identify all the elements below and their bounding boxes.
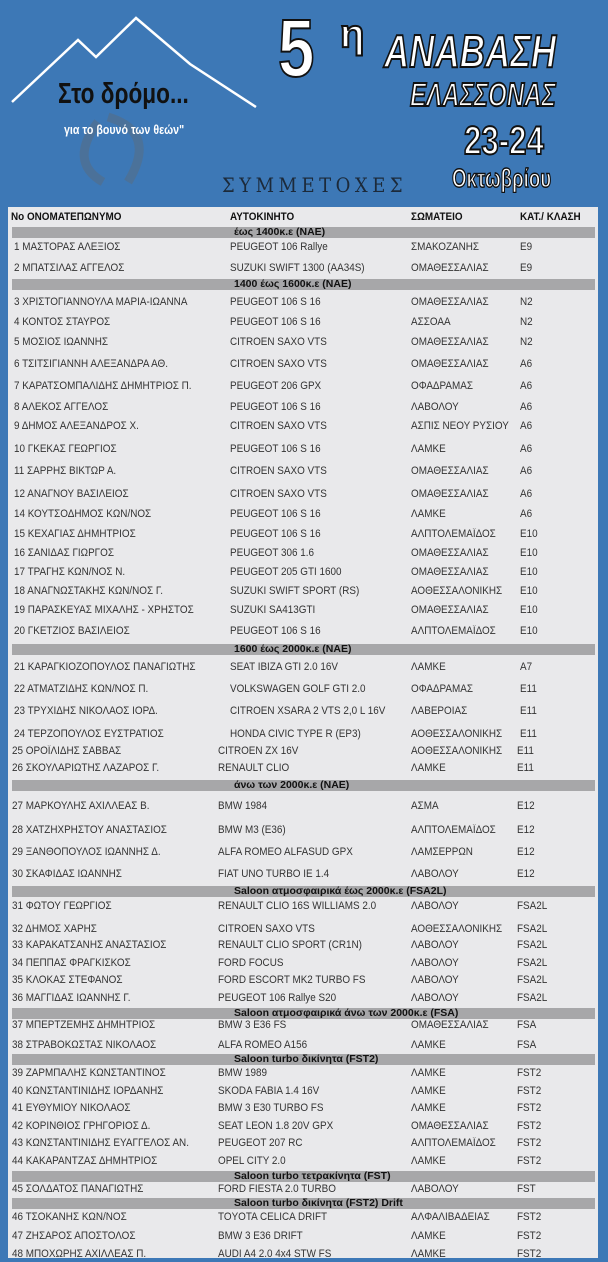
cell-car: FORD FIESTA 2.0 TURBO — [218, 1183, 336, 1195]
cell-entry-name: 10 ΓΚΕΚΑΣ ΓΕΩΡΓΙΟΣ — [14, 443, 117, 455]
section-label: 1600 έως 2000κ.ε (NAE) — [234, 643, 352, 655]
cell-club: ΛΑΜΚΕ — [411, 1102, 446, 1114]
cell-car: PEUGEOT 306 1.6 — [230, 547, 315, 559]
cell-club: ΑΟΘΕΣΣΑΛΟΝΙΚΗΣ — [411, 585, 503, 597]
cell-car: FORD ESCORT MK2 TURBO FS — [218, 974, 366, 986]
section-header — [12, 227, 595, 238]
cell-car: PEUGEOT 106 S 16 — [230, 508, 321, 520]
cell-car: ALFA ROMEO A156 — [218, 1039, 308, 1051]
cell-entry-name: 33 ΚΑΡΑΚΑΤΣΑΝΗΣ ΑΝΑΣΤΑΣΙΟΣ — [12, 939, 167, 951]
section-label: έως 1400κ.ε (NAE) — [234, 226, 326, 238]
cell-entry-name: 40 ΚΩΝΣΤΑΝΤΙΝΙΔΗΣ ΙΟΡΔΑΝΗΣ — [12, 1085, 164, 1097]
cell-club: ΛΑΒΟΛΟΥ — [411, 939, 459, 951]
cell-entry-name: 16 ΣΑΝΙΔΑΣ ΓΙΩΡΓΟΣ — [14, 547, 114, 559]
cell-entry-name: 11 ΣΑΡΡΗΣ ΒΙΚΤΩΡ Α. — [14, 465, 117, 477]
cell-entry-name: 36 ΜΑΓΓΙΔΑΣ ΙΩΑΝΝΗΣ Γ. — [12, 992, 131, 1004]
cell-class: E11 — [520, 683, 537, 695]
cell-entry-name: 31 ΦΩΤΟΥ ΓΕΩΡΓΙΟΣ — [12, 900, 112, 912]
cell-car: PEUGEOT 106 S 16 — [230, 316, 321, 328]
cell-entry-name: 14 ΚΟΥΤΣΟΔΗΜΟΣ ΚΩΝ/ΝΟΣ — [14, 508, 152, 520]
cell-club: ΣΜΑΚΟΖΑΝΗΣ — [411, 241, 480, 253]
cell-entry-name: 17 ΤΡΑΓΗΣ ΚΩΝ/ΝΟΣ Ν. — [14, 566, 126, 578]
cell-club: ΑΣΠΙΣ ΝΕΟΥ ΡΥΣΙΟΥ — [411, 420, 509, 432]
cell-car: BMW 3 E36 DRIFT — [218, 1230, 303, 1242]
cell-class: A6 — [520, 380, 533, 392]
cell-class: E12 — [517, 800, 535, 812]
cell-entry-name: 47 ΖΗΣΑΡΟΣ ΑΠΟΣΤΟΛΟΣ — [12, 1230, 136, 1242]
cell-entry-name: 42 ΚΟΡΙΝΘΙΟΣ ΓΡΗΓΟΡΙΟΣ Δ. — [12, 1120, 151, 1132]
cell-class: A6 — [520, 508, 533, 520]
cell-entry-name: 9 ΔΗΜΟΣ ΑΛΕΞΑΝΔΡΟΣ Χ. — [14, 420, 139, 432]
cell-entry-name: 27 ΜΑΡΚΟΥΛΗΣ ΑΧΙΛΛΕΑΣ Β. — [12, 800, 150, 812]
cell-class: A6 — [520, 443, 533, 455]
cell-car: SKODA FABIA 1.4 16V — [218, 1085, 320, 1097]
cell-car: HONDA CIVIC TYPE R (EP3) — [230, 728, 361, 740]
cell-entry-name: 1 ΜΑΣΤΟΡΑΣ ΑΛΕΞΙΟΣ — [14, 241, 121, 253]
cell-club: ΛΑΒΟΛΟΥ — [411, 992, 459, 1004]
section-header — [12, 886, 595, 897]
cell-car: BMW 1989 — [218, 1067, 267, 1079]
cell-entry-name: 25 ΟΡΟΪΛΙΔΗΣ ΣΑΒΒΑΣ — [12, 745, 122, 757]
cell-class: FST2 — [517, 1102, 542, 1114]
event-title-line1: ΑΝΑΒΑΣΗ — [384, 25, 557, 77]
section-label: άνω των 2000κ.ε (NAE) — [234, 779, 350, 791]
section-label: Saloon turbo τετρακίνητα (FST) — [234, 1170, 391, 1182]
cell-club: ΟΜΑΘΕΣΣΑΛΙΑΣ — [411, 547, 489, 559]
section-header — [12, 780, 595, 791]
section-label: Saloon ατμοσφαιρικά έως 2000κ.ε (FSA2L) — [234, 885, 447, 897]
cell-class: FSA2L — [517, 957, 548, 969]
section-header — [12, 1054, 595, 1065]
cell-club: ΟΜΑΘΕΣΣΑΛΙΑΣ — [411, 262, 489, 274]
cell-class: E10 — [520, 547, 538, 559]
cell-club: ΛΑΒΟΛΟΥ — [411, 401, 459, 413]
cell-car: CITROEN SAXO VTS — [230, 465, 327, 477]
cell-entry-name: 26 ΣΚΟΥΛΑΡΙΩΤΗΣ ΛΑΖΑΡΟΣ Γ. — [12, 762, 160, 774]
cell-class: A6 — [520, 488, 533, 500]
cell-club: ΟΜΑΘΕΣΣΑΛΙΑΣ — [411, 604, 489, 616]
event-dates: 23-24 — [464, 119, 544, 163]
cell-car: FIAT UNO TURBO IE 1.4 — [218, 868, 330, 880]
section-label: Saloon ατμοσφαιρικά άνω των 2000κ.ε (FSA) — [234, 1007, 459, 1019]
column-header-class: ΚΑΤ./ ΚΛΑΣΗ — [520, 211, 581, 223]
cell-club: ΛΑΒΟΛΟΥ — [411, 974, 459, 986]
cell-club: ΛΑΜΚΕ — [411, 1248, 446, 1260]
cell-class: FST2 — [517, 1137, 542, 1149]
cell-car: FORD FOCUS — [218, 957, 284, 969]
cell-class: E12 — [517, 846, 535, 858]
column-header-club: ΣΩΜΑΤΕΙΟ — [411, 211, 463, 223]
cell-entry-name: 46 ΤΣΟΚΑΝΗΣ ΚΩΝ/ΝΟΣ — [12, 1211, 127, 1223]
section-header — [12, 279, 595, 290]
cell-entry-name: 38 ΣΤΡΑΒΟΚΩΣΤΑΣ ΝΙΚΟΛΑΟΣ — [12, 1039, 157, 1051]
cell-club: ΟΜΑΘΕΣΣΑΛΙΑΣ — [411, 296, 489, 308]
cell-class: E12 — [517, 824, 535, 836]
cell-class: N2 — [520, 316, 533, 328]
cell-class: E10 — [520, 566, 538, 578]
cell-class: E11 — [520, 728, 537, 740]
cell-entry-name: 43 ΚΩΝΣΤΑΝΤΙΝΙΔΗΣ ΕΥΑΓΓΕΛΟΣ ΑΝ. — [12, 1137, 189, 1149]
cell-club: ΟΜΑΘΕΣΣΑΛΙΑΣ — [411, 488, 489, 500]
cell-class: E10 — [520, 625, 538, 637]
cell-class: E10 — [520, 585, 538, 597]
cell-club: ΟΦΑΔΡΑΜΑΣ — [411, 380, 473, 392]
cell-class: FST2 — [517, 1120, 542, 1132]
cell-class: FST2 — [517, 1067, 542, 1079]
cell-club: ΛΑΒΟΛΟΥ — [411, 957, 459, 969]
edition-number: 5 — [278, 3, 315, 94]
cell-class: E9 — [520, 262, 533, 274]
cell-car: BMW 3 E36 FS — [218, 1019, 287, 1031]
cell-car: PEUGEOT 106 S 16 — [230, 625, 321, 637]
cell-club: ΑΣΜΑ — [411, 800, 439, 812]
cell-class: FST2 — [517, 1230, 542, 1242]
event-month: Οκτωβρίου — [452, 163, 552, 193]
cell-club: ΑΟΘΕΣΣΑΛΟΝΙΚΗΣ — [411, 728, 503, 740]
cell-club: ΛΑΜΚΕ — [411, 508, 446, 520]
cell-entry-name: 39 ΖΑΡΜΠΑΛΗΣ ΚΩΝΣΤΑΝΤΙΝΟΣ — [12, 1067, 166, 1079]
cell-class: E12 — [517, 868, 535, 880]
cell-entry-name: 2 ΜΠΑΤΣΙΛΑΣ ΑΓΓΕΛΟΣ — [14, 262, 125, 274]
entry-list-table — [8, 207, 598, 1258]
cell-class: FST2 — [517, 1248, 542, 1260]
cell-class: FSA2L — [517, 974, 548, 986]
cell-car: PEUGEOT 106 S 16 — [230, 296, 321, 308]
section-header — [12, 1198, 595, 1209]
cell-entry-name: 8 ΑΛΕΚΟΣ ΑΓΓΕΛΟΣ — [14, 401, 109, 413]
logo-title: Στο δρόμο... — [58, 78, 189, 110]
cell-car: SUZUKI SWIFT 1300 (AA34S) — [230, 262, 365, 274]
cell-club: ΑΛΦΑΛΙΒΑΔΕΙΑΣ — [411, 1211, 490, 1223]
cell-entry-name: 3 ΧΡΙΣΤΟΓΙΑΝΝΟΥΛΑ ΜΑΡΙΑ-ΙΩΑΝΝΑ — [14, 296, 188, 308]
cell-entry-name: 48 ΜΠΟΧΩΡΗΣ ΑΧΙΛΛΕΑΣ Π. — [12, 1248, 147, 1260]
cell-club: ΟΜΑΘΕΣΣΑΛΙΑΣ — [411, 465, 489, 477]
cell-class: FST — [517, 1183, 536, 1195]
cell-class: N2 — [520, 336, 533, 348]
cell-club: ΑΟΘΕΣΣΑΛΟΝΙΚΗΣ — [411, 745, 503, 757]
cell-club: ΛΑΜΚΕ — [411, 1039, 446, 1051]
cell-entry-name: 28 ΧΑΤΖΗΧΡΗΣΤΟΥ ΑΝΑΣΤΑΣΙΟΣ — [12, 824, 167, 836]
cell-class: N2 — [520, 296, 533, 308]
cell-club: ΛΑΜΚΕ — [411, 1067, 446, 1079]
cell-entry-name: 32 ΔΗΜΟΣ ΧΑΡΗΣ — [12, 923, 97, 935]
cell-club: ΟΦΑΔΡΑΜΑΣ — [411, 683, 473, 695]
section-header — [12, 1171, 595, 1182]
cell-entry-name: 30 ΣΚΑΦΙΔΑΣ ΙΩΑΝΝΗΣ — [12, 868, 122, 880]
cell-car: CITROEN SAXO VTS — [230, 358, 327, 370]
cell-car: PEUGEOT 106 S 16 — [230, 443, 321, 455]
cell-car: CITROEN SAXO VTS — [218, 923, 315, 935]
section-header — [12, 644, 595, 655]
cell-car: PEUGEOT 106 Rallye S20 — [218, 992, 337, 1004]
cell-class: E11 — [517, 745, 534, 757]
cell-class: FST2 — [517, 1085, 542, 1097]
cell-club: ΛΑΜΚΕ — [411, 762, 446, 774]
cell-car: ALFA ROMEO ALFASUD GPX — [218, 846, 353, 858]
event-title-line2: ΕΛΑΣΣΟΝΑΣ — [410, 76, 556, 113]
cell-club: ΑΟΘΕΣΣΑΛΟΝΙΚΗΣ — [411, 923, 503, 935]
cell-entry-name: 20 ΓΚΕΤΖΙΟΣ ΒΑΣΙΛΕΙΟΣ — [14, 625, 130, 637]
cell-club: ΟΜΑΘΕΣΣΑΛΙΑΣ — [411, 1019, 489, 1031]
cell-club: ΑΛΠΤΟΛΕΜΑΪΔΟΣ — [411, 528, 496, 540]
cell-class: E11 — [517, 762, 534, 774]
cell-club: ΟΜΑΘΕΣΣΑΛΙΑΣ — [411, 1120, 489, 1132]
cell-car: CITROEN XSARA 2 VTS 2,0 L 16V — [230, 705, 386, 717]
cell-car: PEUGEOT 106 S 16 — [230, 528, 321, 540]
cell-car: SEAT LEON 1.8 20V GPX — [218, 1120, 334, 1132]
cell-entry-name: 18 ΑΝΑΓΝΩΣΤΑΚΗΣ ΚΩΝ/ΝΟΣ Γ. — [14, 585, 163, 597]
cell-club: ΛΑΜΚΕ — [411, 1230, 446, 1242]
cell-class: A6 — [520, 358, 533, 370]
section-label: 1400 έως 1600κ.ε (NAE) — [234, 278, 352, 290]
cell-club: ΟΜΑΘΕΣΣΑΛΙΑΣ — [411, 358, 489, 370]
cell-entry-name: 15 ΚΕΧΑΓΙΑΣ ΔΗΜΗΤΡΙΟΣ — [14, 528, 136, 540]
cell-entry-name: 24 ΤΕΡΖΟΠΟΥΛΟΣ ΕΥΣΤΡΑΤΙΟΣ — [14, 728, 164, 740]
cell-club: ΛΑΜΚΕ — [411, 443, 446, 455]
cell-car: BMW M3 (E36) — [218, 824, 286, 836]
cell-entry-name: 19 ΠΑΡΑΣΚΕΥΑΣ ΜΙΧΑΛΗΣ - ΧΡΗΣΤΟΣ — [14, 604, 194, 616]
cell-club: ΟΜΑΘΕΣΣΑΛΙΑΣ — [411, 336, 489, 348]
cell-class: E10 — [520, 528, 538, 540]
cell-car: CITROEN SAXO VTS — [230, 336, 327, 348]
cell-entry-name: 21 ΚΑΡΑΓΚΙΟΖΟΠΟΥΛΟΣ ΠΑΝΑΓΙΩΤΗΣ — [14, 661, 196, 673]
cell-car: PEUGEOT 207 RC — [218, 1137, 303, 1149]
cell-class: FSA — [517, 1019, 537, 1031]
cell-car: VOLKSWAGEN GOLF GTI 2.0 — [230, 683, 366, 695]
logo-subtitle: για το βουνό των θεών" — [64, 122, 185, 137]
cell-car: CITROEN ZX 16V — [218, 745, 299, 757]
cell-entry-name: 44 ΚΑΚΑΡΑΝΤΖΑΣ ΔΗΜΗΤΡΙΟΣ — [12, 1155, 158, 1167]
cell-club: ΑΛΠΤΟΛΕΜΑΪΔΟΣ — [411, 1137, 496, 1149]
column-header-name: No ΟΝΟΜΑΤΕΠΩΝΥΜΟ — [11, 211, 122, 223]
cell-class: E10 — [520, 604, 538, 616]
cell-club: ΛΑΜΣΕΡΡΩΝ — [411, 846, 473, 858]
cell-club: ΛΑΒΟΛΟΥ — [411, 1183, 459, 1195]
cell-class: FSA2L — [517, 900, 548, 912]
cell-car: PEUGEOT 106 Rallye — [230, 241, 328, 253]
cell-club: ΛΑΜΚΕ — [411, 1155, 446, 1167]
cell-class: A7 — [520, 661, 533, 673]
cell-car: RENAULT CLIO SPORT (CR1N) — [218, 939, 362, 951]
cell-class: A6 — [520, 465, 533, 477]
cell-car: TOYOTA CELICA DRIFT — [218, 1211, 328, 1223]
cell-class: FSA2L — [517, 939, 548, 951]
cell-car: OPEL CITY 2.0 — [218, 1155, 286, 1167]
cell-car: CITROEN SAXO VTS — [230, 488, 327, 500]
edition-suffix: η — [340, 12, 365, 56]
cell-entry-name: 6 ΤΣΙΤΣΙΓΙΑΝΝΗ ΑΛΕΞΑΝΔΡΑ ΑΘ. — [14, 358, 168, 370]
cell-club: ΛΑΒΟΛΟΥ — [411, 900, 459, 912]
cell-car: CITROEN SAXO VTS — [230, 420, 327, 432]
cell-club: ΛΑΒΟΛΟΥ — [411, 868, 459, 880]
cell-class: A6 — [520, 420, 533, 432]
cell-class: FST2 — [517, 1155, 542, 1167]
section-label: Saloon turbo δικίνητα (FST2) Drift — [234, 1197, 403, 1209]
cell-entry-name: 41 ΕΥΘΥΜΙΟΥ ΝΙΚΟΛΑΟΣ — [12, 1102, 131, 1114]
cell-club: ΛΑΜΚΕ — [411, 1085, 446, 1097]
cell-club: ΟΜΑΘΕΣΣΑΛΙΑΣ — [411, 566, 489, 578]
cell-entry-name: 22 ΑΤΜΑΤΖΙΔΗΣ ΚΩΝ/ΝΟΣ Π. — [14, 683, 149, 695]
cell-class: A6 — [520, 401, 533, 413]
cell-car: SUZUKI SWIFT SPORT (RS) — [230, 585, 360, 597]
cell-club: ΑΛΠΤΟΛΕΜΑΪΔΟΣ — [411, 824, 496, 836]
cell-car: RENAULT CLIO — [218, 762, 290, 774]
cell-car: PEUGEOT 106 S 16 — [230, 401, 321, 413]
page-heading: ΣΥΜΜΕΤΟΧΕΣ — [222, 173, 408, 197]
cell-club: ΛΑΒΕΡΟΙΑΣ — [411, 705, 468, 717]
cell-class: E11 — [520, 705, 537, 717]
cell-entry-name: 37 ΜΠΕΡΤΖΕΜΗΣ ΔΗΜΗΤΡΙΟΣ — [12, 1019, 156, 1031]
cell-class: E9 — [520, 241, 533, 253]
cell-entry-name: 23 ΤΡΥΧΙΔΗΣ ΝΙΚΟΛΑΟΣ ΙΟΡΔ. — [14, 705, 158, 717]
cell-entry-name: 34 ΠΕΠΠΑΣ ΦΡΑΓΚΙΣΚΟΣ — [12, 957, 131, 969]
cell-entry-name: 12 ΑΝΑΓΝΟΥ ΒΑΣΙΛΕΙΟΣ — [14, 488, 129, 500]
cell-car: AUDI A4 2.0 4x4 STW FS — [218, 1248, 332, 1260]
cell-car: BMW 1984 — [218, 800, 267, 812]
cell-entry-name: 5 ΜΟΣΙΟΣ ΙΩΑΝΝΗΣ — [14, 336, 108, 348]
cell-class: FSA — [517, 1039, 537, 1051]
cell-class: FST2 — [517, 1211, 542, 1223]
section-label: Saloon turbo δικίνητα (FST2) — [234, 1053, 379, 1065]
cell-club: ΛΑΜΚΕ — [411, 661, 446, 673]
cell-entry-name: 35 ΚΛΟΚΑΣ ΣΤΕΦΑΝΟΣ — [12, 974, 123, 986]
cell-car: RENAULT CLIO 16S WILLIAMS 2.0 — [218, 900, 377, 912]
column-header-car: ΑΥΤΟΚΙΝΗΤΟ — [230, 211, 295, 223]
cell-entry-name: 4 ΚΟΝΤΟΣ ΣΤΑΥΡΟΣ — [14, 316, 111, 328]
cell-entry-name: 45 ΣΟΛΔΑΤΟΣ ΠΑΝΑΓΙΩΤΗΣ — [12, 1183, 144, 1195]
cell-car: BMW 3 E30 TURBO FS — [218, 1102, 324, 1114]
cell-entry-name: 29 ΞΑΝΘΟΠΟΥΛΟΣ ΙΩΑΝΝΗΣ Δ. — [12, 846, 161, 858]
cell-class: FSA2L — [517, 992, 548, 1004]
cell-class: FSA2L — [517, 923, 548, 935]
cell-club: ΑΣΣΟΑΑ — [411, 316, 451, 328]
cell-club: ΑΛΠΤΟΛΕΜΑΪΔΟΣ — [411, 625, 496, 637]
cell-entry-name: 7 ΚΑΡΑΤΣΟΜΠΑΛΙΔΗΣ ΔΗΜΗΤΡΙΟΣ Π. — [14, 380, 192, 392]
cell-car: SUZUKI SA413GTI — [230, 604, 316, 616]
cell-car: SEAT IBIZA GTI 2.0 16V — [230, 661, 339, 673]
cell-car: PEUGEOT 206 GPX — [230, 380, 322, 392]
cell-car: PEUGEOT 205 GTI 1600 — [230, 566, 342, 578]
